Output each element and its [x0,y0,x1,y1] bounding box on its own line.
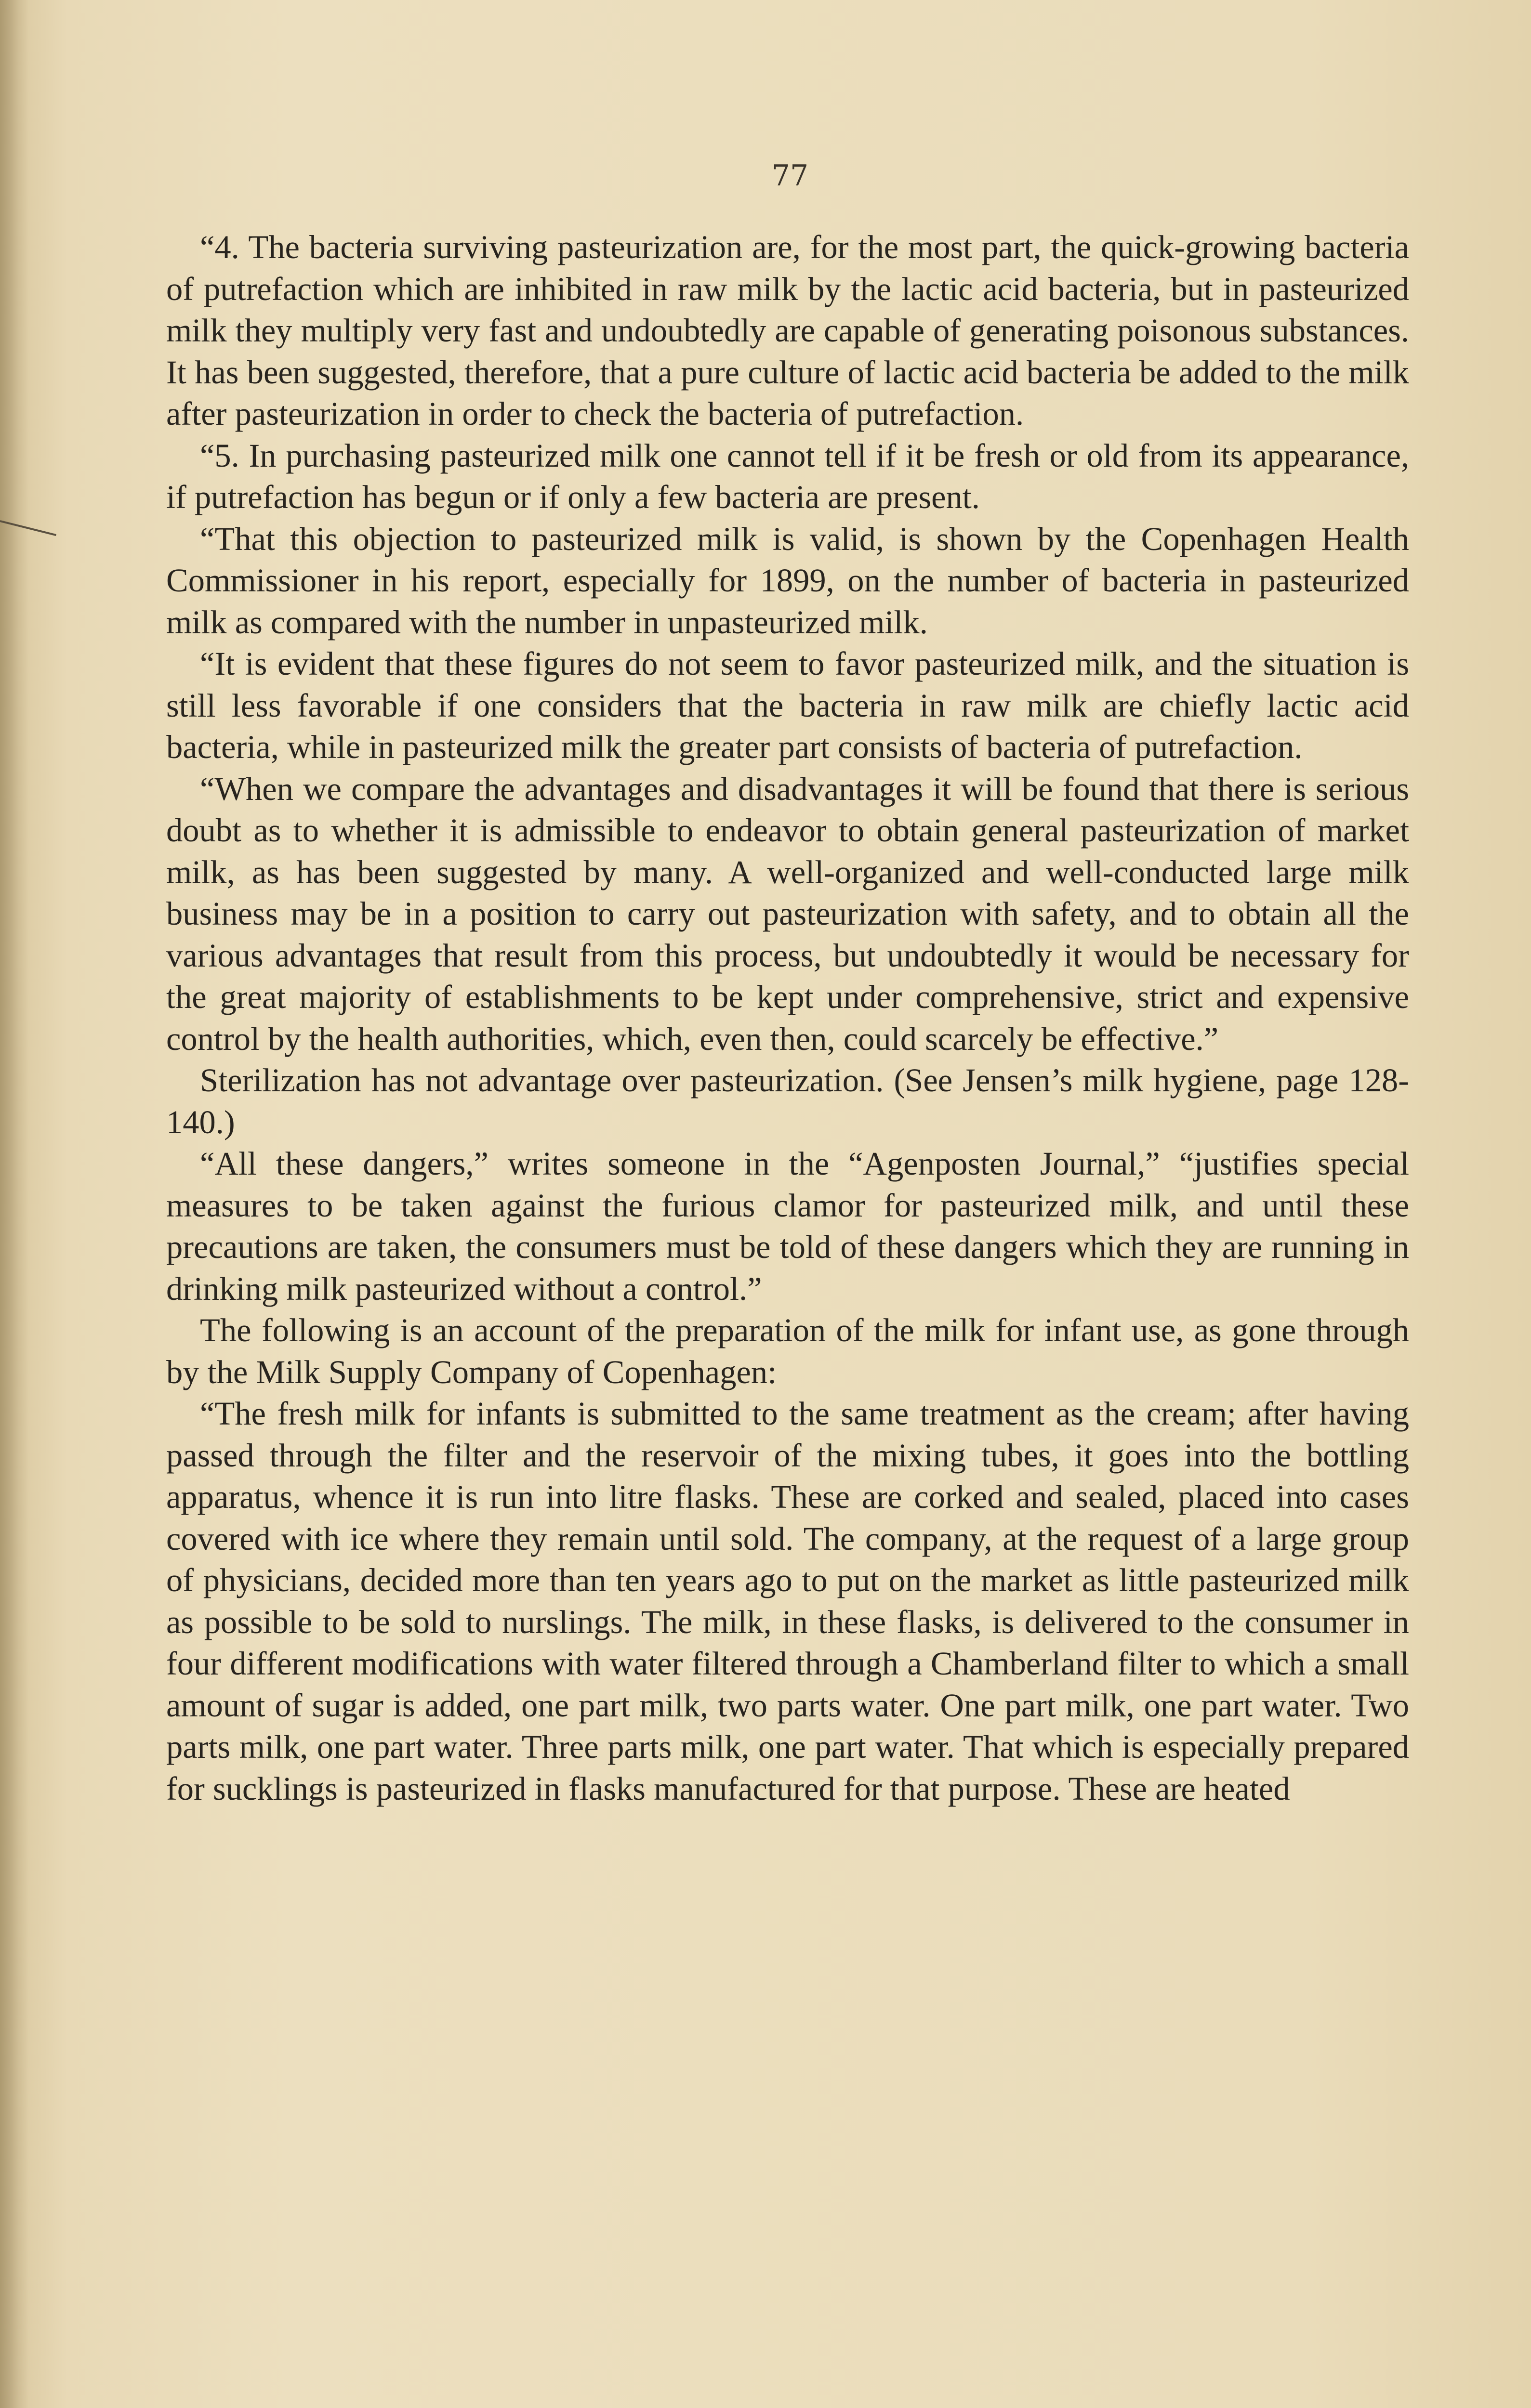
page-number: 77 [771,159,809,193]
paragraph-agenposten-quote: “All these dangers,” writes someone in the “Agenposten Journal,” “justifies special measures to be taken against the furious clamor for pasteurized milk, and until these precautions are taken, the consumers must be told of these dangers which they are running in drinking milk pasteurized without a control.” [166,1145,1409,1307]
binding-gutter-shadow [0,0,29,2408]
body-text [166,226,1409,1809]
paragraph-objection-valid: “That this objection to pasteurized milk is valid, is shown by the Copenhagen Health Commissioner in his report, especially for 1899, on the number of bacteria in pasteurized milk as compared with the number in unpasteurized milk. [166,520,1409,641]
paragraph-purchasing-pasteurized: “5. In purchasing pasteurized milk one cannot tell if it be fresh or old from its appearance, if putrefaction has begun or if only a few bacteria are present. [166,437,1409,515]
paragraph-advantages-disadvantages: “When we compare the advantages and disadvantages it will be found that there is serious doubt as to whether it is admissible to endeavor to obtain general pasteurization of market milk, as has been suggested by many. A well-organized and well-conducted large milk business may be in a position to carry out pasteurization with safety, and to obtain all the various advantages that result from this process, but undoubtedly it would be necessary for the great majority of establishments to be kept under comprehensive, strict and expensive control by the health authorities, which, even then, could scarcely be effective.” [166,770,1409,1057]
paragraph-figures-evident: “It is evident that these figures do not seem to favor pasteurized milk, and the situation is still less favorable if one considers that the bacteria in raw milk are chiefly lactic acid bacteria, while in pasteurized milk the greater part consists of bacteria of putrefaction. [166,645,1409,765]
paragraph-fresh-milk-infants: “The fresh milk for infants is submitted to the same treatment as the cream; after having passed through the filter and the reservoir of the mixing tubes, it goes into the bottling apparatus, whence it is run into litre flasks. These are corked and sealed, placed into cases covered with ice where they remain until sold. The company, at the request of a large group of physicians, decided more than ten years ago to put on the market as little pasteurized milk as possible to be sold to nurslings. The milk, in these flasks, is delivered to the consumer in four different modifications with water filtered through a Chamberland filter to which a small amount of sugar is added, one part milk, two parts water. One part milk, one part water. Two parts milk, one part water. Three parts milk, one part water. That which is especially prepared for sucklings is pasteurized in flasks manufactured for that purpose. These are heated [166,1395,1409,1807]
paragraph-sterilization: Sterilization has not advantage over pasteurization. (See Jensen’s milk hygiene, page 128-140.) [166,1062,1409,1140]
paragraph-infant-preparation-intro: The following is an account of the preparation of the milk for infant use, as gone through by the Milk Supply Company of Copenhagen: [166,1312,1409,1390]
paragraph-bacteria-surviving: “4. The bacteria surviving pasteurization are, for the most part, the quick-growing bacteria of putrefaction which are inhibited in raw milk by the lactic acid bacteria, but in pasteurized milk they multiply very fast and undoubtedly are capable of generating poisonous substances. It has been suggested, therefore, that a pure culture of lactic acid bacteria be added to the milk after pasteurization in order to check the bacteria of putrefaction. [166,229,1409,432]
